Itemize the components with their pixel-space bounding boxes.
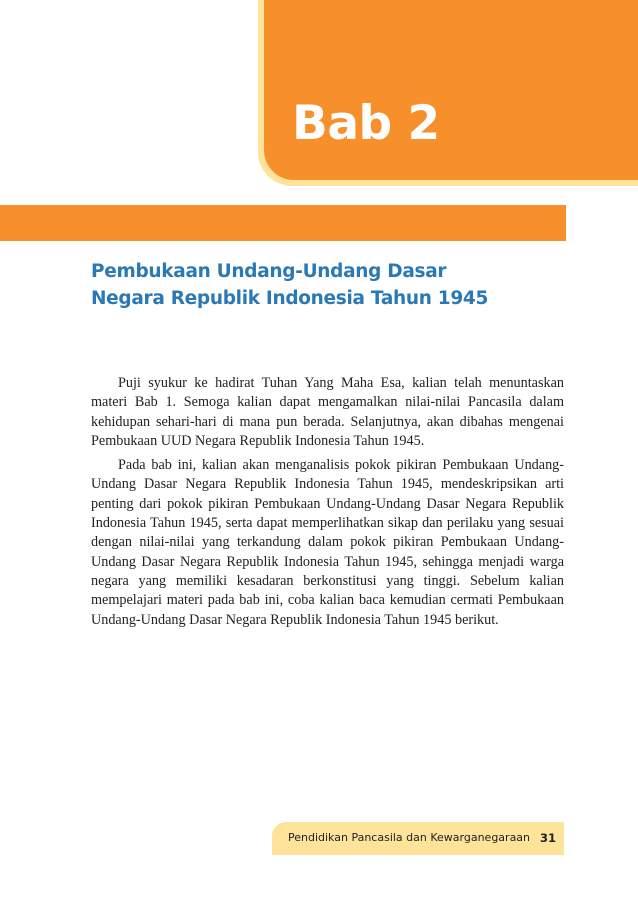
body-text xyxy=(91,374,564,635)
chapter-header-box xyxy=(264,0,638,180)
chapter-label: Bab 2 xyxy=(292,96,440,151)
body-paragraph: Puji syukur ke hadirat Tuhan Yang Maha Esa, kalian telah menuntaskan materi Bab 1. Semoga kalian dapat mengamalkan nilai-nilai Pancasila dalam kehidupan sehari-hari di mana pun berada. Selanjutnya, akan dibahas mengenai Pembukaan UUD Negara Republik Indonesia Tahun 1945. xyxy=(91,375,564,449)
footer-book-title: Pendidikan Pancasila dan Kewarganegaraan xyxy=(288,831,531,844)
chapter-title-line: Negara Republik Indonesia Tahun 1945 xyxy=(91,288,489,309)
body-paragraph: Pada bab ini, kalian akan menganalisis pokok pikiran Pembukaan Undang-Undang Dasar Negara Republik Indonesia Tahun 1945, mendeskripsikan arti penting dari pokok pikiran Pembukaan Undang-Undang Dasar Negara Republik Indonesia Tahun 1945, serta dapat memperlihatkan sikap dan perilaku yang sesuai dengan nilai-nilai yang terkandung dalam pokok pikiran Pembukaan Undang-Undang Dasar Negara Republik Indonesia Tahun 1945, sehingga menjadi warga negara yang memiliki kesadaran berkonstitusi yang tinggi. Sebelum kalian mempelajari materi pada bab ini, coba kalian baca kemudian cermati Pembukaan Undang-Undang Dasar Negara Republik Indonesia Tahun 1945 berikut. xyxy=(91,457,564,628)
chapter-band xyxy=(0,205,566,241)
chapter-title-line: Pembukaan Undang-Undang Dasar xyxy=(91,261,447,282)
chapter-title xyxy=(91,258,561,312)
page-number: 31 xyxy=(540,831,557,845)
